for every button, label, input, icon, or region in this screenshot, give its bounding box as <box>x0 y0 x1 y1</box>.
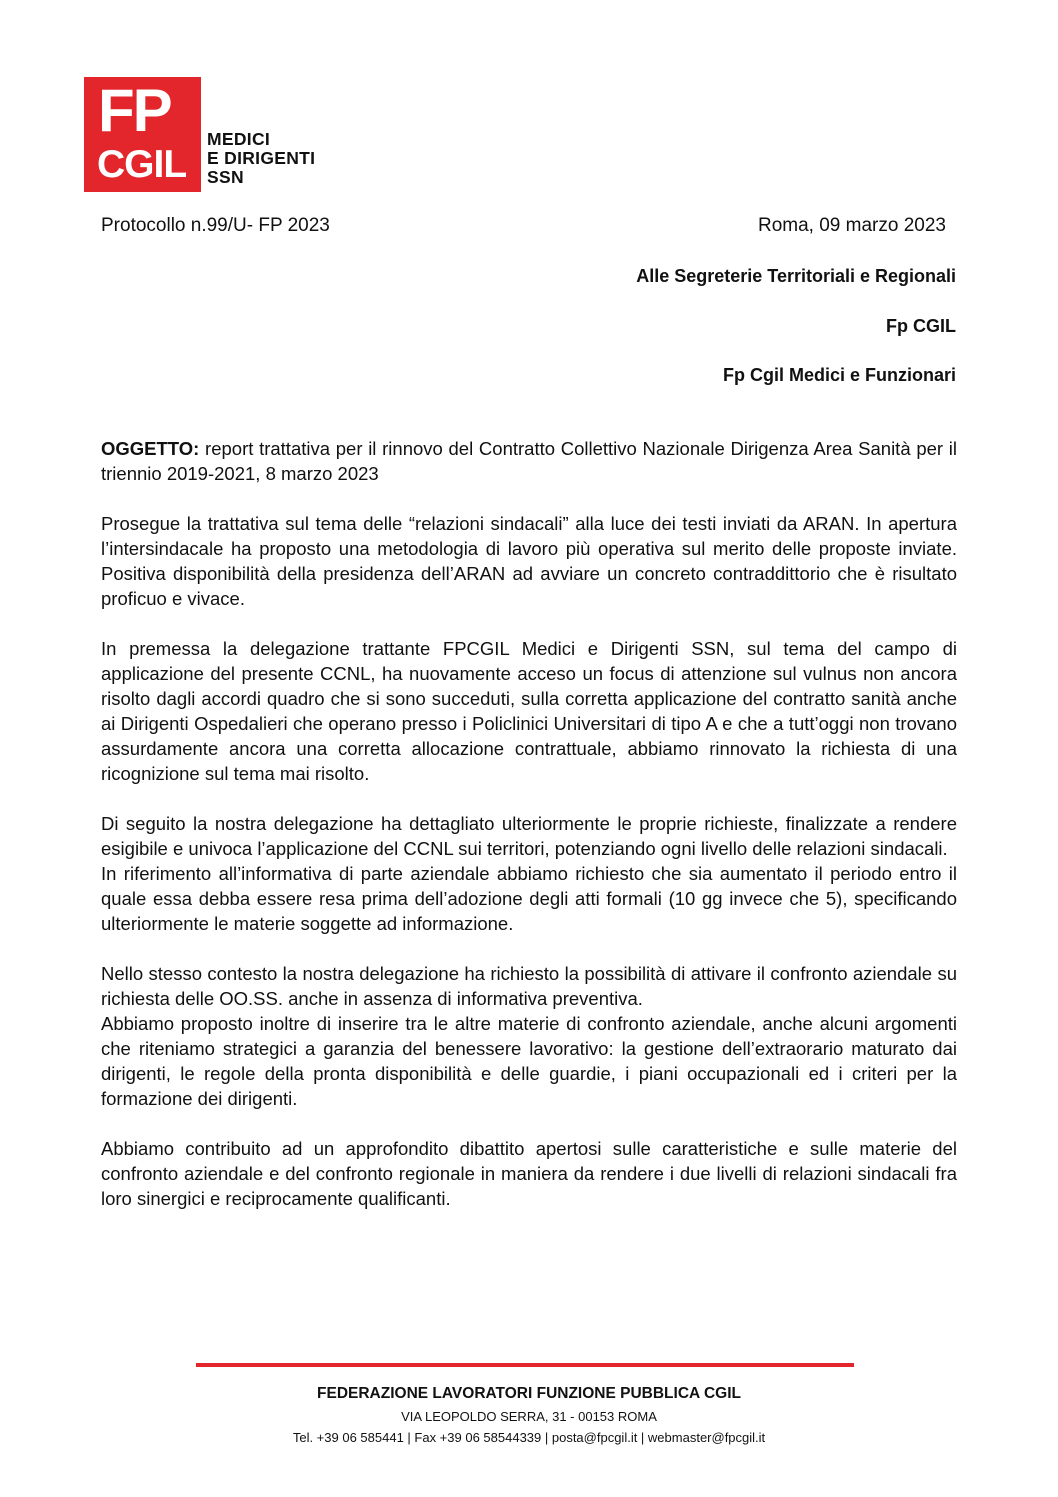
recipient-line: Fp CGIL <box>886 316 956 336</box>
logo-cgil-text: CGIL <box>97 143 187 186</box>
letter-date: Roma, 09 marzo 2023 <box>758 215 946 236</box>
logo-subtitle-line-3: SSN <box>207 167 244 187</box>
body-paragraph: In riferimento all’informativa di parte aziendale abbiamo richiesto che sia aumentato il periodo entro il quale essa debba essere resa prima dell’adozione degli atti formali (10 gg invece che 5), specificando ulteriormente le materie soggette ad informazione. <box>101 863 957 934</box>
body-paragraph: Abbiamo contribuito ad un approfondito dibattito apertosi sulle caratteristiche e sulle materie del confronto aziendale e del confronto regionale in maniera da rendere i due livelli di relazioni sindacali fra loro sinergici e reciprocamente qualificanti. <box>101 1138 957 1209</box>
logo-subtitle <box>207 130 315 187</box>
letter-body <box>101 511 957 1236</box>
subject <box>101 436 957 486</box>
subject-label: OGGETTO: <box>101 438 200 459</box>
body-paragraph: Nello stesso contesto la nostra delegazione ha richiesto la possibilità di attivare il confronto aziendale su richiesta delle OO.SS. anche in assenza di informativa preventiva. <box>101 963 957 1009</box>
logo-fp-text: FP <box>98 77 171 144</box>
body-paragraph: Prosegue la trattativa sul tema delle “relazioni sindacali” alla luce dei testi inviati da ARAN. In apertura l’intersindacale ha proposto una metodologia di lavoro più operativa sul merito delle proposte inviate. Positiva disponibilità della presidenza dell’ARAN ad avviare un concreto contraddittorio che è risultato proficuo e vivace. <box>101 513 957 609</box>
logo-subtitle-line-2: E DIRIGENTI <box>207 148 316 168</box>
footer-divider <box>196 1363 854 1367</box>
body-paragraph: In premessa la delegazione trattante FPCGIL Medici e Dirigenti SSN, sul tema del campo di applicazione del presente CCNL, ha nuovamente acceso un focus di attenzione sul vulnus non ancora risolto dagli accordi quadro che si sono succeduti, sulla corretta applicazione del contratto sanità anche ai Dirigenti Ospedalieri che operano presso i Policlinici Universitari di tipo A e che a tutt’oggi non trovano assurdamente ancora una corretta allocazione contrattuale, abbiamo rinnovato la richiesta di una ricognizione sul tema mai risolto. <box>101 638 957 784</box>
fp-cgil-logo <box>84 77 201 192</box>
footer-contacts: Tel. +39 06 585441 | Fax +39 06 58544339 | posta@fpcgil.it | webmaster@fpcgil.it <box>292 1430 766 1445</box>
footer-organization: FEDERAZIONE LAVORATORI FUNZIONE PUBBLICA CGIL <box>317 1385 741 1402</box>
subject-text: report trattativa per il rinnovo del Contratto Collettivo Nazionale Dirigenza Area Sanità per il triennio 2019-2021, 8 marzo 2023 <box>101 438 957 484</box>
logo-subtitle-line-1: MEDICI <box>207 129 271 149</box>
body-paragraph: Di seguito la nostra delegazione ha dettagliato ulteriormente le proprie richieste, finalizzate a rendere esigibile e univoca l’applicazione del CCNL sui territori, potenziando ogni livello delle relazioni sindacali. <box>101 813 957 859</box>
recipient-line: Alle Segreterie Territoriali e Regionali <box>636 266 956 286</box>
footer-address: VIA LEOPOLDO SERRA, 31 - 00153 ROMA <box>401 1409 657 1424</box>
protocol-number: Protocollo n.99/U- FP 2023 <box>101 215 330 236</box>
recipient-line: Fp Cgil Medici e Funzionari <box>722 365 956 385</box>
body-paragraph: Abbiamo proposto inoltre di inserire tra le altre materie di confronto aziendale, anche alcuni argomenti che riteniamo strategici a garanzia del benessere lavorativo: la gestione dell’extraorario maturato dai dirigenti, le regole della pronta disponibilità e delle guardie, i piani occupazionali ed i criteri per la formazione dei dirigenti. <box>101 1013 957 1109</box>
